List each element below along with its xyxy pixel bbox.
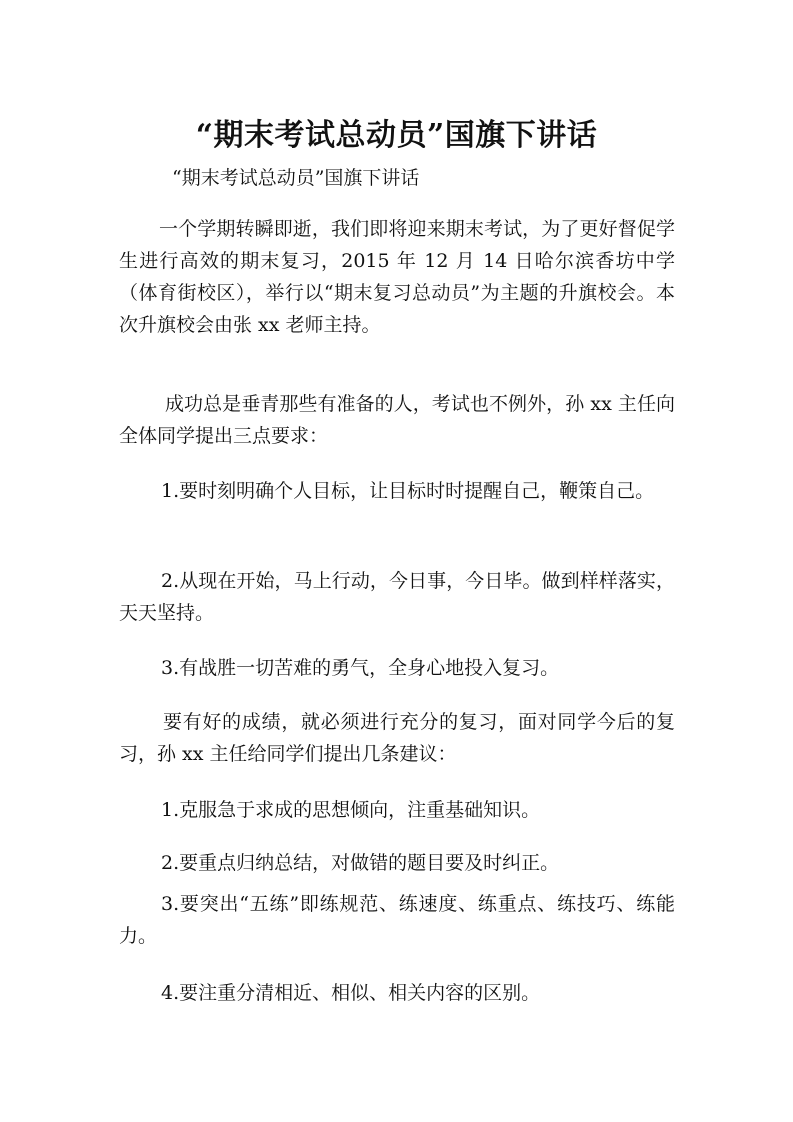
suggestion-item-3: 3.要突出“五练”即练规范、练速度、练重点、练技巧、练能力。 — [119, 893, 675, 947]
document-subtitle: “期末考试总动员”国旗下讲话 — [172, 167, 420, 189]
paragraph-suggestions-intro: 要有好的成绩，就必须进行充分的复习，面对同学今后的复习，孙 xx 主任给同学们提出几条建议： — [119, 711, 675, 765]
paragraph-intro: 一个学期转瞬即逝，我们即将迎来期末考试，为了更好督促学生进行高效的期末复习，2015 年 12 月 14 日哈尔滨香坊中学（体育街校区），举行以“期末复习总动员”为主题的升旗校会。本次升旗校会由张 xx 老师主持。 — [119, 218, 675, 336]
document-title: “期末考试总动员”国旗下讲话 — [195, 118, 598, 154]
requirement-item-2: 2.从现在开始，马上行动，今日事，今日毕。做到样样落实，天天坚持。 — [119, 570, 675, 624]
suggestion-item-4: 4.要注重分清相近、相似、相关内容的区别。 — [161, 982, 541, 1004]
suggestion-item-1: 1.克服急于求成的思想倾向，注重基础知识。 — [161, 799, 541, 821]
requirement-item-1: 1.要时刻明确个人目标，让目标时时提醒自己，鞭策自己。 — [161, 480, 655, 502]
suggestion-item-2: 2.要重点归纳总结，对做错的题目要及时纠正。 — [161, 852, 560, 874]
requirement-item-3: 3.有战胜一切苦难的勇气，全身心地投入复习。 — [161, 657, 560, 679]
paragraph-requirements-intro: 成功总是垂青那些有准备的人，考试也不例外，孙 xx 主任向全体同学提出三点要求： — [119, 393, 675, 447]
